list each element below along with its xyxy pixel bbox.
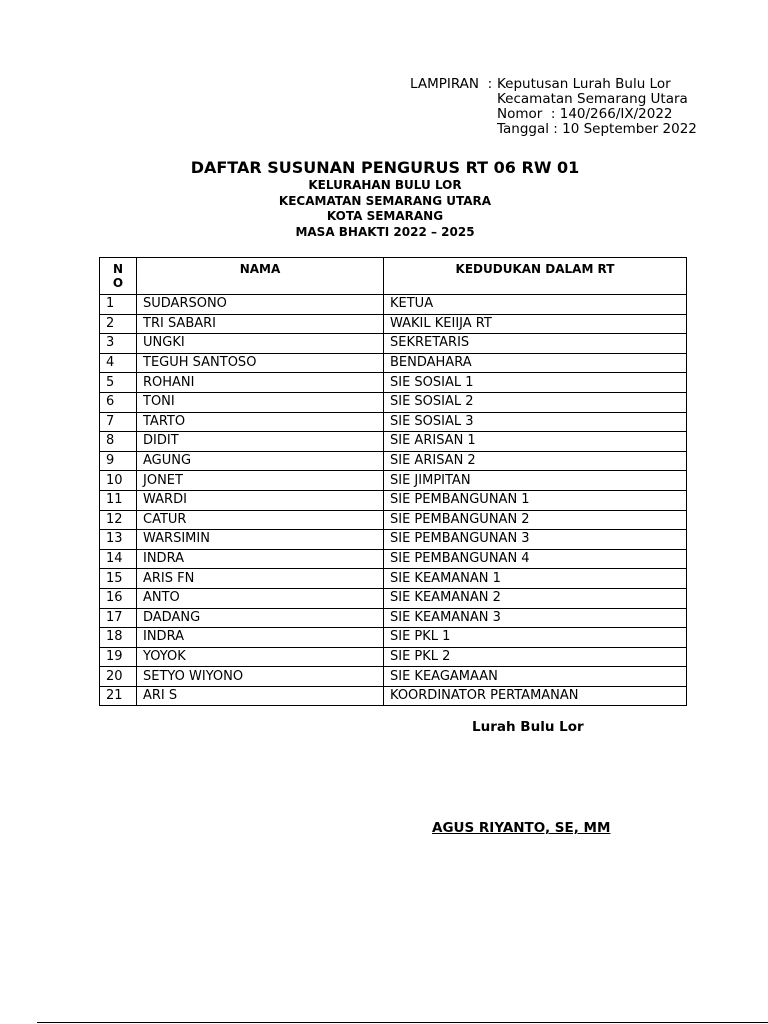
cell-nama: TARTO — [137, 412, 384, 432]
lampiran-row-1 — [410, 77, 697, 92]
lampiran-line-1: Keputusan Lurah Bulu Lor — [497, 76, 671, 92]
cell-no: 11 — [100, 490, 137, 510]
table-row — [100, 373, 687, 393]
cell-nama: TRI SABARI — [137, 314, 384, 334]
table-row — [100, 608, 687, 628]
table-row — [100, 451, 687, 471]
cell-kedudukan: WAKIL KEIIJA RT — [384, 314, 687, 334]
table-row — [100, 549, 687, 569]
cell-no: 1 — [100, 295, 137, 315]
cell-nama: AGUNG — [137, 451, 384, 471]
cell-nama: DIDIT — [137, 432, 384, 452]
table-row — [100, 530, 687, 550]
cell-kedudukan: SIE SOSIAL 1 — [384, 373, 687, 393]
cell-no: 20 — [100, 667, 137, 687]
lampiran-separator: : — [487, 76, 493, 92]
cell-no: 8 — [100, 432, 137, 452]
cell-no: 15 — [100, 569, 137, 589]
header-nama: NAMA — [137, 258, 384, 295]
lampiran-line-2: Kecamatan Semarang Utara — [497, 91, 688, 107]
cell-no: 13 — [100, 530, 137, 550]
cell-no: 3 — [100, 334, 137, 354]
cell-kedudukan: SIE KEAMANAN 1 — [384, 569, 687, 589]
cell-nama: SUDARSONO — [137, 295, 384, 315]
header-kedudukan: KEDUDUKAN DALAM RT — [384, 258, 687, 295]
cell-nama: SETYO WIYONO — [137, 667, 384, 687]
table-row — [100, 686, 687, 706]
subtitle-masa-bhakti: MASA BHAKTI 2022 – 2025 — [295, 224, 475, 239]
cell-no: 12 — [100, 510, 137, 530]
lampiran-label-text: LAMPIRAN — [410, 76, 480, 92]
cell-nama: WARSIMIN — [137, 530, 384, 550]
cell-kedudukan: KETUA — [384, 295, 687, 315]
page-title: DAFTAR SUSUNAN PENGURUS RT 06 RW 01 — [190, 158, 580, 177]
cell-nama: ROHANI — [137, 373, 384, 393]
cell-kedudukan: SIE SOSIAL 3 — [384, 412, 687, 432]
table-row — [100, 569, 687, 589]
cell-nama: WARDI — [137, 490, 384, 510]
table-row — [100, 353, 687, 373]
lampiran-block — [410, 77, 697, 137]
cell-nama: ANTO — [137, 588, 384, 608]
cell-no: 21 — [100, 686, 137, 706]
lampiran-row-4 — [410, 122, 697, 137]
subtitle-kelurahan: KELURAHAN BULU LOR — [308, 178, 462, 192]
table-row — [100, 295, 687, 315]
cell-no: 4 — [100, 353, 137, 373]
cell-no: 7 — [100, 412, 137, 432]
header-no: N O — [100, 258, 137, 295]
signature-title: Lurah Bulu Lor — [472, 719, 584, 735]
table-row — [100, 588, 687, 608]
cell-kedudukan: SIE PKL 1 — [384, 628, 687, 648]
subtitle-kota: KOTA SEMARANG — [326, 209, 444, 223]
title-block — [100, 158, 670, 240]
cell-no: 10 — [100, 471, 137, 491]
cell-no: 17 — [100, 608, 137, 628]
cell-kedudukan: SEKRETARIS — [384, 334, 687, 354]
cell-kedudukan: KOORDINATOR PERTAMANAN — [384, 686, 687, 706]
table-row — [100, 432, 687, 452]
lampiran-row-3 — [410, 107, 697, 122]
table-row — [100, 412, 687, 432]
table-row — [100, 628, 687, 648]
table-row — [100, 647, 687, 667]
cell-no: 5 — [100, 373, 137, 393]
page-bottom-divider — [37, 1022, 768, 1023]
roster-table — [99, 257, 687, 706]
lampiran-line-3: Nomor : 140/266/IX/2022 — [497, 106, 673, 122]
cell-no: 14 — [100, 549, 137, 569]
cell-nama: UNGKI — [137, 334, 384, 354]
cell-kedudukan: SIE PEMBANGUNAN 1 — [384, 490, 687, 510]
lampiran-line-4: Tanggal : 10 September 2022 — [497, 121, 697, 137]
cell-kedudukan: BENDAHARA — [384, 353, 687, 373]
table-row — [100, 392, 687, 412]
cell-no: 18 — [100, 628, 137, 648]
cell-kedudukan: SIE PEMBANGUNAN 3 — [384, 530, 687, 550]
cell-nama: CATUR — [137, 510, 384, 530]
cell-nama: TONI — [137, 392, 384, 412]
table-row — [100, 334, 687, 354]
cell-nama: TEGUH SANTOSO — [137, 353, 384, 373]
table-header-row — [100, 258, 687, 295]
cell-nama: ARI S — [137, 686, 384, 706]
cell-kedudukan: SIE KEAMANAN 2 — [384, 588, 687, 608]
table-row — [100, 667, 687, 687]
cell-no: 19 — [100, 647, 137, 667]
cell-no: 6 — [100, 392, 137, 412]
cell-kedudukan: SIE ARISAN 2 — [384, 451, 687, 471]
cell-nama: ARIS FN — [137, 569, 384, 589]
cell-nama: YOYOK — [137, 647, 384, 667]
cell-kedudukan: SIE PEMBANGUNAN 2 — [384, 510, 687, 530]
cell-kedudukan: SIE KEAGAMAAN — [384, 667, 687, 687]
table-body — [100, 295, 687, 706]
table-row — [100, 314, 687, 334]
cell-kedudukan: SIE JIMPITAN — [384, 471, 687, 491]
signature-name: AGUS RIYANTO, SE, MM — [432, 820, 611, 836]
cell-kedudukan: SIE SOSIAL 2 — [384, 392, 687, 412]
table-row — [100, 471, 687, 491]
lampiran-row-2 — [410, 92, 697, 107]
cell-kedudukan: SIE KEAMANAN 3 — [384, 608, 687, 628]
subtitle-kecamatan: KECAMATAN SEMARANG UTARA — [278, 193, 492, 208]
cell-kedudukan: SIE PKL 2 — [384, 647, 687, 667]
cell-nama: DADANG — [137, 608, 384, 628]
table-row — [100, 510, 687, 530]
table-row — [100, 490, 687, 510]
cell-kedudukan: SIE ARISAN 1 — [384, 432, 687, 452]
cell-nama: JONET — [137, 471, 384, 491]
cell-nama: INDRA — [137, 549, 384, 569]
lampiran-label — [410, 77, 497, 92]
cell-no: 2 — [100, 314, 137, 334]
cell-no: 16 — [100, 588, 137, 608]
cell-nama: INDRA — [137, 628, 384, 648]
cell-kedudukan: SIE PEMBANGUNAN 4 — [384, 549, 687, 569]
cell-no: 9 — [100, 451, 137, 471]
